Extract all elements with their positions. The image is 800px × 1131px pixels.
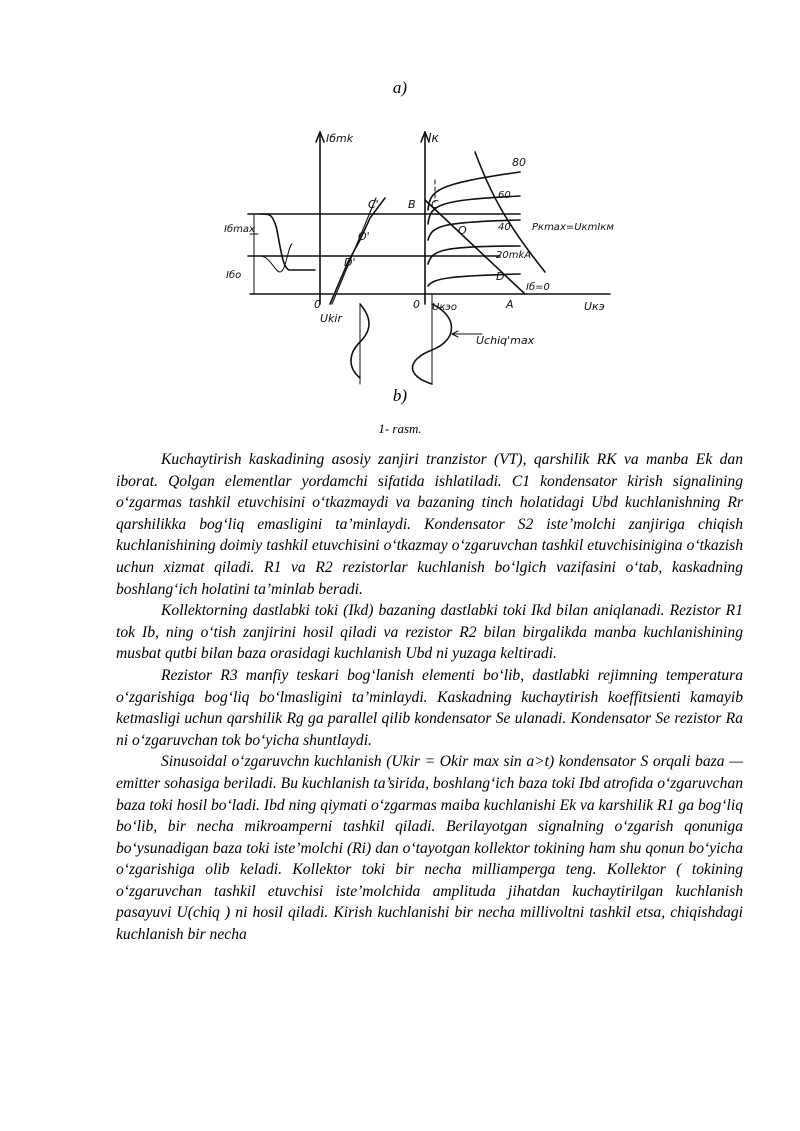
- curve-40-label: 40: [498, 222, 511, 233]
- origin-right-label: 0: [413, 298, 420, 311]
- uk-axis-label: Uкэ: [584, 300, 605, 313]
- curve-0-label: Iб=0: [526, 282, 550, 293]
- transistor-characteristics-figure: [220, 122, 650, 392]
- output-voltage-label: Uchiq'max: [476, 334, 535, 347]
- curve-80-label: 80: [512, 156, 526, 169]
- point-a-label: A: [506, 298, 514, 311]
- input-voltage-label: Ukir: [320, 312, 342, 325]
- point-c-prime-label: C': [368, 198, 379, 211]
- base-current-wave: [260, 214, 315, 270]
- curve-20-label: 20mkA: [496, 250, 532, 261]
- ik-axis-label: Iк: [428, 131, 439, 145]
- figure-label-a: a): [392, 78, 408, 97]
- ib-max-label: Iбmax: [224, 224, 255, 235]
- figure-caption: 1- rasm.: [378, 421, 422, 436]
- max-power-label: Pкmax=UкmIкм: [532, 222, 614, 233]
- curve-60-label: 60: [498, 190, 511, 201]
- point-b-label: B: [408, 198, 416, 211]
- body-text: [116, 449, 743, 946]
- paragraph: Kollektorning dastlabki toki (Ikd) bazaning dastlabki toki Ikd bilan aniqlanadi. Rezistor R1 tok Ib, ning o‘tish zanjirini hosil qiladi va rezistor R2 bilan birgalikda manba kuchlanishining musbat qutbi bilan baza orasidagi kuchlanish Ubd ni yuzaga keltiradi.: [116, 602, 743, 663]
- point-c-label: C: [431, 198, 439, 211]
- point-d-label: D: [496, 270, 505, 283]
- point-d-prime-label: D': [344, 256, 356, 269]
- paragraph: Rezistor R3 manfiy teskari bog‘lanish elementi bo‘lib, dastlabki rejimning temperatura o‘zgarishiga bog‘liq bo‘lmasligini ta’minlaydi. Kaskadning kuchaytirish koeffitsienti kamayib ketmasligi uchun qarshilik Rg ga parallel qilib kondensator Se ulanadi. Kondensator Se rezistor Ra ni o‘zgaruvchan tok bo‘yicha shuntlaydi.: [116, 666, 743, 749]
- figure-label-b: b): [392, 386, 408, 405]
- uk-quiescent-label: Uкэо: [432, 302, 457, 313]
- point-o-prime-label: O': [358, 230, 370, 243]
- paragraph: Kuchaytirish kaskadining asosiy zanjiri tranzistor (VT), qarshilik RK va manba Ek dan iborat. Qolgan elementlar yordamchi sifatida ishlatiladi. C1 kondensator kirish signalining o‘zgarmas tashkil etuvchisini o‘tkazmaydi va bazaning tinch holatidagi Ubd kuchlanishning Rr qarshilikka bog‘liq emasligini ta’minlaydi. Kondensator S2 iste’molchi zanjiriga chiqish kuchlanishining doimiy tashkil etuvchisini o‘tkazmay o‘zgaruvchan tashkil etuvchisinigina o‘tkazish uchun xizmat qiladi. R1 va R2 rezistorlar kuchlanish bo‘lgich vazifasini o‘tab, kaskadning boshlang‘ich holatini ta’minlab beradi.: [116, 451, 743, 598]
- ib-axis-label: Iбmk: [326, 132, 354, 145]
- origin-left-label: 0: [314, 298, 321, 311]
- ib-quiescent-label: Iбо: [226, 270, 242, 281]
- paragraph: Sinusoidal o‘zgaruvchn kuchlanish (Ukir = Okir max sin a>t) kondensator S orqali baza —emitter sohasiga beriladi. Bu kuchlanish ta’sirida, boshlang‘ich baza toki Ibd atrofida o‘zgaruvchan baza toki hosil bo‘ladi. Ibd ning qiymati o‘zgarmas maiba kuchlanishi Ek va karshilik R1 ga bog‘liq bo‘lib, bir necha mikroamperni tashkil qiladi. Berilayotgan signalning o‘zgarish qonuniga bo‘ysunadigan baza toki iste’molchi (Ri) dan o‘tayotgan kollektor tokining ham shu qonun bo‘yicha o‘zgarishiga olib keladi. Kollektor toki bir necha milliamperga teng. Kollektor ( tokining o‘zgaruvchan tashkil etuvchisi iste’molchida amplituda jihatdan kuchaytirilgan kuchlanish pasayuvi U(chiq ) ni hosil qiladi. Kirish kuchlanishi bir necha millivoltni tashkil etsa, chiqishdagi kuchlanish bir necha: [116, 753, 743, 944]
- point-o-label: O: [458, 224, 467, 237]
